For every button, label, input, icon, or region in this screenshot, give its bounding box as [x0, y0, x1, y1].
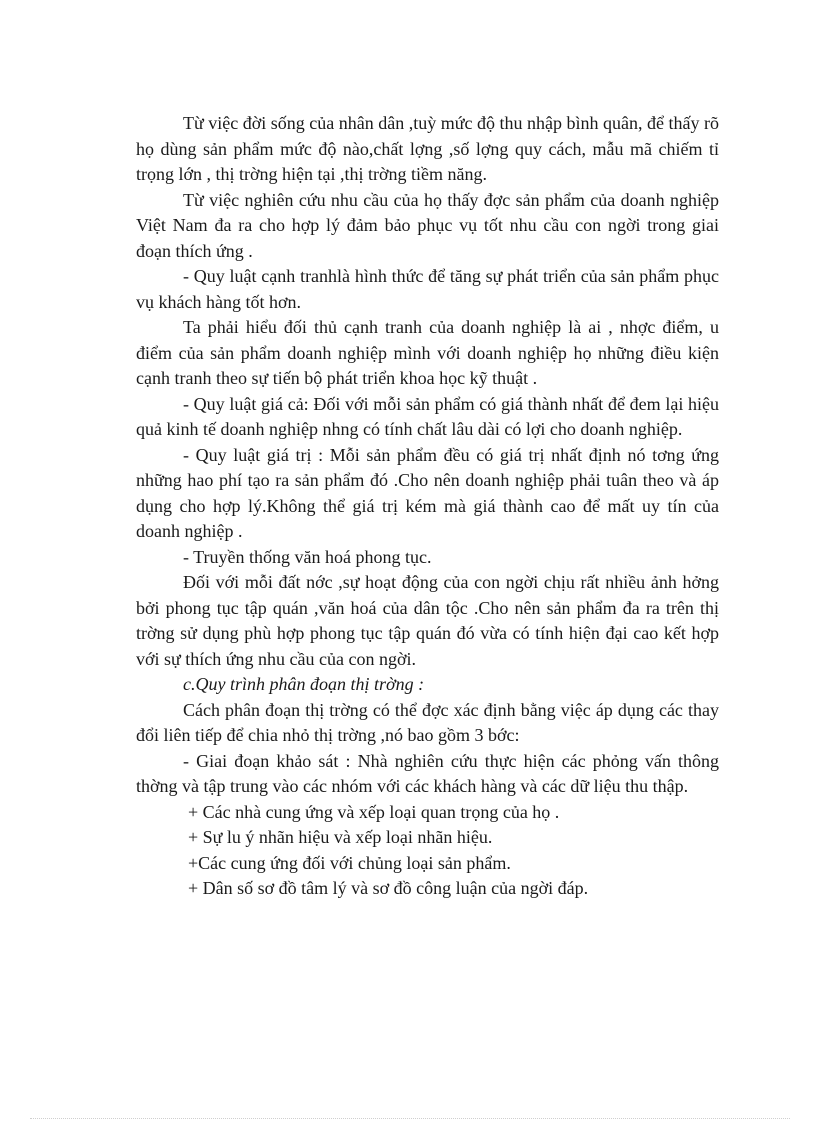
paragraph-4: Ta phải hiểu đối thủ cạnh tranh của doanh nghiệp là ai , nhợc điểm, u điểm của sản phẩm doanh nghiệp mình với doanh nghiệp họ những điều kiện cạnh tranh theo sự tiến bộ phát triển khoa học kỹ thuật .	[136, 317, 719, 388]
list-item: + Các nhà cung ứng và xếp loại quan trọng của họ .	[188, 801, 560, 822]
paragraph-7: - Truyền thống văn hoá phong tục.	[183, 546, 432, 567]
paragraph-2: Từ việc nghiên cứu nhu cầu của họ thấy đợc sản phẩm của doanh nghiệp Việt Nam đa ra cho hợp lý đảm bảo phục vụ tốt nhu cầu con ngời trong giai đoạn thích ứng .	[136, 189, 719, 261]
paragraph-3: - Quy luật cạnh tranhlà hình thức để tăng sự phát triển của sản phẩm phục vụ khách hàng tốt hơn.	[136, 266, 719, 312]
paragraph-8: Đối với mỗi đất nớc ,sự hoạt động của con ngời chịu rất nhiều ảnh hởng bởi phong tục tập quán ,văn hoá của dân tộc .Cho nên sản phẩm đa ra trên thị trờng sử dụng phù hợp phong tục tập quán đó vừa có tính hiện đại cao kết hợp với sự thích ứng nhu cầu của con ngời.	[136, 572, 719, 669]
paragraph-5: - Quy luật giá cả: Đối với mỗi sản phẩm có giá thành nhất để đem lại hiệu quả kinh tế doanh nghiệp nhng có tính chất lâu dài có lợi cho doanh nghiệp.	[136, 393, 719, 439]
document-body	[136, 111, 719, 902]
section-paragraph-2: - Giai đoạn khảo sát : Nhà nghiên cứu thực hiện các phỏng vấn thông thờng và tập trung vào các nhóm với các khách hàng và các dữ liệu thu thập.	[136, 750, 719, 796]
list-item: + Sự lu ý nhãn hiệu và xếp loại nhãn hiệu.	[188, 827, 493, 847]
section-heading: c.Quy trình phân đoạn thị trờng :	[183, 674, 425, 694]
section-paragraph-1: Cách phân đoạn thị trờng có thể đợc xác định bằng việc áp dụng các thay đổi liên tiếp để chia nhỏ thị trờng ,nó bao gồm 3 bớc:	[136, 699, 719, 745]
list-item: + Dân số sơ đồ tâm lý và sơ đồ công luận của ngời đáp.	[188, 878, 589, 898]
page-bottom-divider	[30, 1118, 790, 1119]
paragraph-6: - Quy luật giá trị : Mỗi sản phẩm đều có giá trị nhất định nó tơng ứng những hao phí tạo ra sản phẩm đó .Cho nên doanh nghiệp phải tuân theo và áp dụng cho hợp lý.Không thể giá trị kém mà giá thành cao để mất uy tín của doanh nghiệp .	[136, 444, 719, 541]
list-item: +Các cung ứng đối với chủng loại sản phẩm.	[188, 852, 511, 873]
paragraph-1: Từ việc đời sống của nhân dân ,tuỳ mức độ thu nhập bình quân, để thấy rõ họ dùng sản phẩm mức độ nào,chất lợng ,số lợng quy cách, mẫu mã chiếm tỉ trọng lớn , thị trờng hiện tại ,thị trờng tiềm năng.	[136, 113, 719, 184]
